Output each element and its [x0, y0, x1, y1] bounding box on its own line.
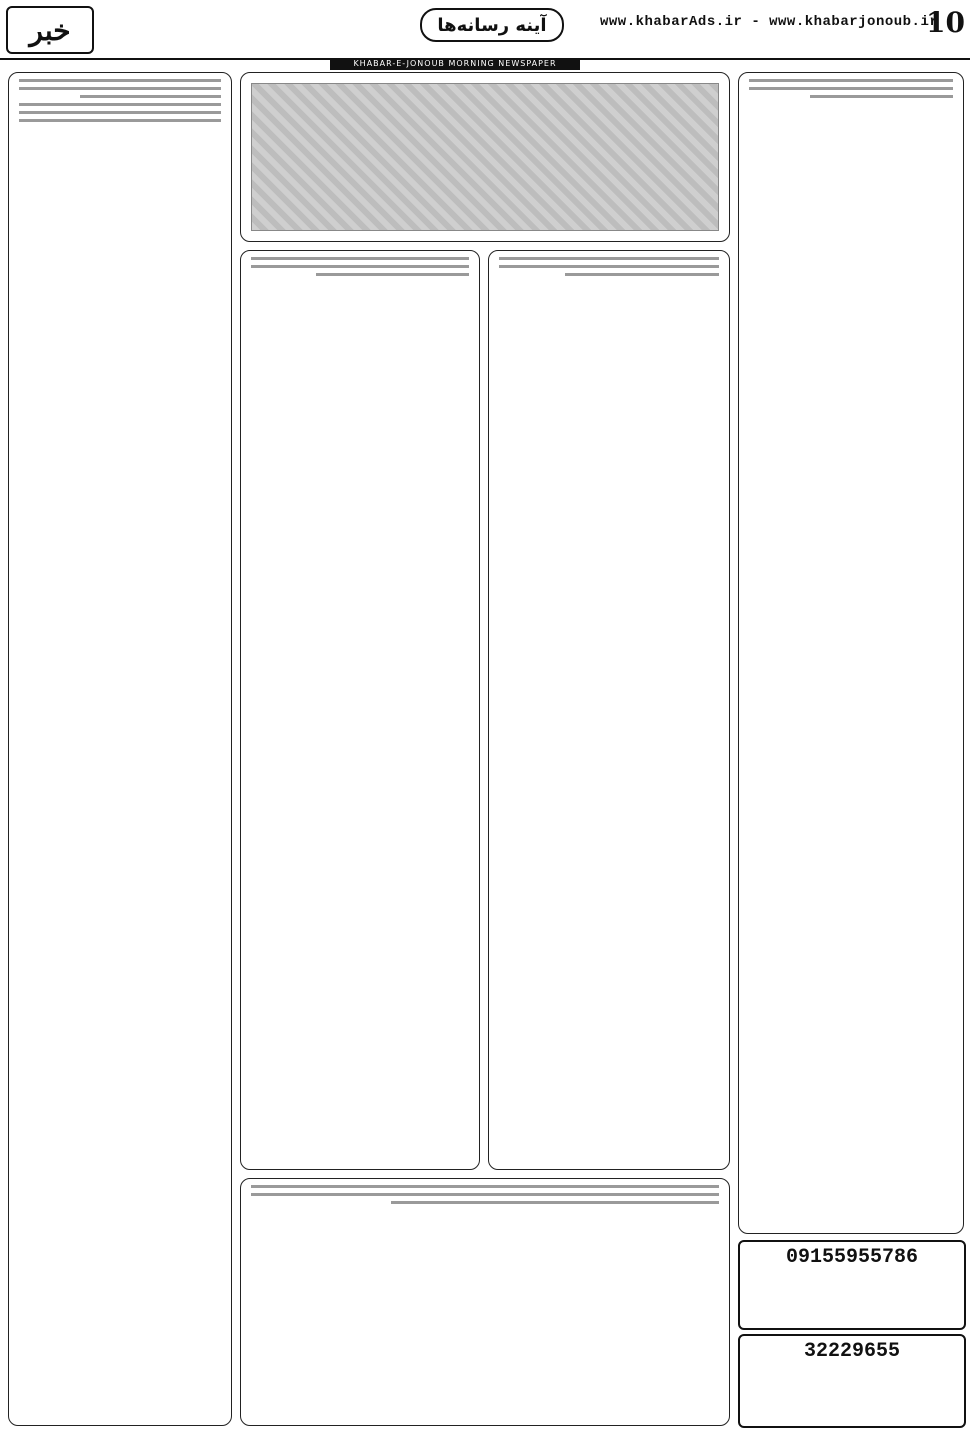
page-number: 10 — [926, 6, 965, 39]
article-lines — [251, 257, 469, 276]
site-urls[interactable]: www.khabarAds.ir - www.khabarjonoub.ir — [600, 14, 939, 30]
newspapers-photo — [251, 83, 719, 231]
land-ad-phone: 09155955786 — [785, 1246, 919, 1269]
newspaper-logo: خبر — [6, 6, 94, 54]
article-lines — [19, 79, 221, 122]
masthead-strip: KHABAR-E-JONOUB MORNING NEWSPAPER — [330, 58, 580, 70]
article-lines — [749, 79, 953, 98]
right-column — [738, 72, 964, 1234]
land-sale-ad[interactable] — [738, 1240, 966, 1330]
article-lines — [499, 257, 719, 276]
article-lines — [251, 1185, 719, 1204]
section-title: آینه رسانه‌ها — [420, 8, 564, 42]
bottom-center-box — [240, 1178, 730, 1426]
auto-parts-ad[interactable] — [738, 1334, 966, 1428]
masthead — [0, 0, 970, 60]
feature-box — [240, 72, 730, 242]
auto-ad-phone: 32229655 — [803, 1340, 900, 1363]
center-left-column — [240, 250, 480, 1170]
center-right-column — [488, 250, 730, 1170]
left-column — [8, 72, 232, 1426]
